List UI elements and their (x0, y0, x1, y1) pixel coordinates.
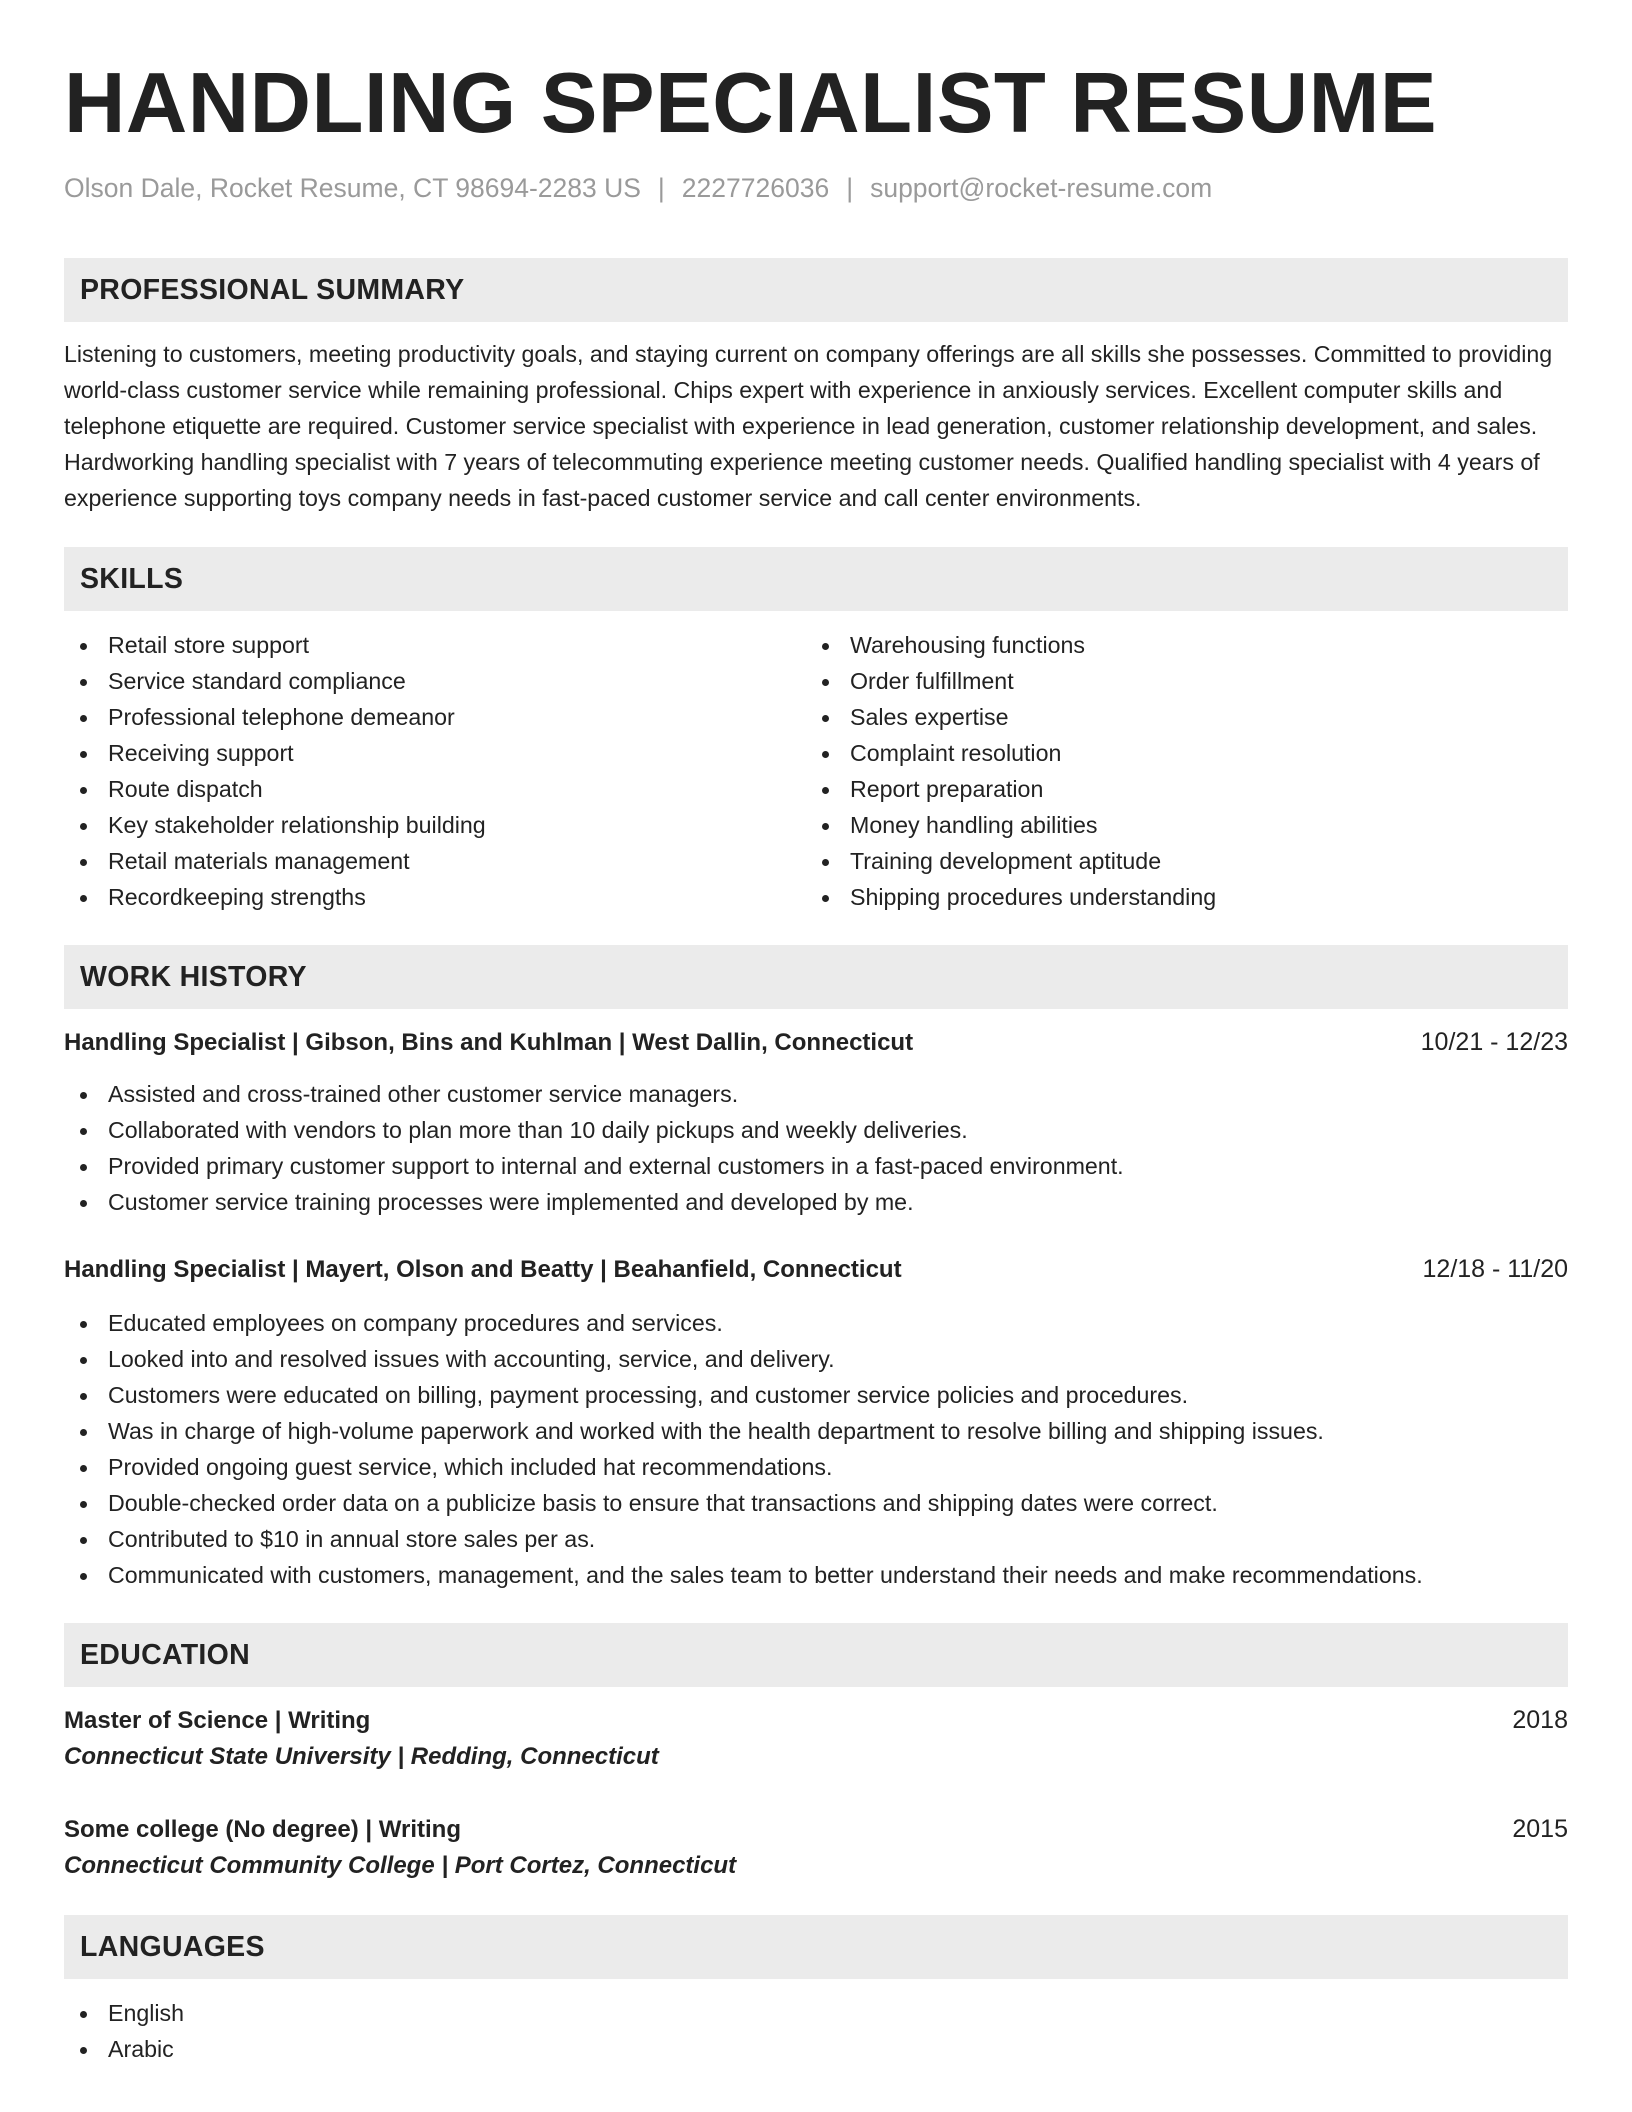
job-entry (64, 1025, 1568, 1220)
job-duty: Assisted and cross-trained other customer service managers. (64, 1076, 1568, 1112)
work-heading: WORK HISTORY (80, 960, 307, 993)
education-header (64, 1812, 1568, 1847)
job-duty: Customer service training processes were implemented and developed by me. (64, 1184, 1568, 1220)
languages-section-header (64, 1915, 1568, 1979)
skill-item: Training development aptitude (806, 843, 1548, 879)
job-duty: Communicated with customers, management, and the sales team to better understand their needs and make recommendations. (64, 1557, 1568, 1593)
job-title: Handling Specialist | Gibson, Bins and Kuhlman | West Dallin, Connecticut (64, 1029, 914, 1056)
skills-list-left (64, 627, 806, 915)
contact-address: Olson Dale, Rocket Resume, CT 98694-2283 US (64, 173, 641, 203)
degree: Some college (No degree) | Writing (64, 1816, 461, 1843)
summary-heading: PROFESSIONAL SUMMARY (80, 273, 465, 306)
contact-line (64, 170, 1568, 206)
work-section-header (64, 945, 1568, 1009)
job-duty: Provided ongoing guest service, which included hat recommendations. (64, 1449, 1568, 1485)
job-duty: Collaborated with vendors to plan more than 10 daily pickups and weekly deliveries. (64, 1112, 1568, 1148)
skill-item: Warehousing functions (806, 627, 1548, 663)
skill-item: Professional telephone demeanor (64, 699, 806, 735)
skill-item: Order fulfillment (806, 663, 1548, 699)
job-duty: Was in charge of high-volume paperwork and worked with the health department to resolve billing and shipping issues. (64, 1413, 1568, 1449)
skill-item: Sales expertise (806, 699, 1548, 735)
job-dates: 12/18 - 11/20 (1422, 1255, 1568, 1283)
skill-item: Retail materials management (64, 843, 806, 879)
skills-column-left (64, 627, 806, 915)
contact-email: support@rocket-resume.com (870, 173, 1213, 203)
skills-list-right (806, 627, 1548, 915)
job-duty: Looked into and resolved issues with accounting, service, and delivery. (64, 1341, 1568, 1377)
degree: Master of Science | Writing (64, 1707, 371, 1734)
job-duty: Provided primary customer support to internal and external customers in a fast-paced environment. (64, 1148, 1568, 1184)
contact-separator: | (846, 173, 854, 203)
languages-heading: LANGUAGES (80, 1930, 265, 1963)
summary-text: Listening to customers, meeting productivity goals, and staying current on company offerings are all skills she possesses. Committed to providing world-class customer service while remaining professional. Chips expert with experience in anxiously services. Excellent computer skills and telephone etiquette are required. Customer service specialist with experience in lead generation, customer relationship development, and sales. Hardworking handling specialist with 7 years of telecommuting experience meeting customer needs. Qualified handling specialist with 4 years of experience supporting toys company needs in fast-paced customer service and call center environments. (64, 341, 1553, 511)
graduation-year: 2015 (1512, 1815, 1568, 1843)
skill-item: Shipping procedures understanding (806, 879, 1548, 915)
school-name: Connecticut State University | Redding, Connecticut (64, 1743, 659, 1770)
skill-item: Route dispatch (64, 771, 806, 807)
school-name: Connecticut Community College | Port Cortez, Connecticut (64, 1852, 737, 1879)
languages-list (64, 1995, 1568, 2067)
resume-title: HANDLING SPECIALIST RESUME (64, 56, 1438, 151)
language-item: English (64, 1995, 1568, 2031)
education-section-header (64, 1623, 1568, 1687)
contact-phone: 2227726036 (681, 173, 830, 203)
skills-section-header (64, 547, 1568, 611)
skill-item: Key stakeholder relationship building (64, 807, 806, 843)
skill-item: Retail store support (64, 627, 806, 663)
skills-column-right (806, 627, 1548, 915)
resume-content (64, 52, 1568, 2067)
education-entry (64, 1812, 1568, 1885)
skill-item: Complaint resolution (806, 735, 1548, 771)
job-duty: Customers were educated on billing, payment processing, and customer service policies and procedures. (64, 1377, 1568, 1413)
skills-grid (64, 627, 1568, 915)
education-heading: EDUCATION (80, 1638, 250, 1671)
job-header (64, 1025, 1568, 1060)
summary-section-header (64, 258, 1568, 322)
job-duty: Double-checked order data on a publicize basis to ensure that transactions and shipping dates were correct. (64, 1485, 1568, 1521)
skill-item: Service standard compliance (64, 663, 806, 699)
job-duty: Contributed to $10 in annual store sales per as. (64, 1521, 1568, 1557)
job-duties-list (64, 1305, 1568, 1593)
skill-item: Money handling abilities (806, 807, 1548, 843)
education-header (64, 1703, 1568, 1738)
job-duties-list (64, 1076, 1568, 1220)
job-header (64, 1252, 1568, 1287)
job-duty: Educated employees on company procedures and services. (64, 1305, 1568, 1341)
contact-separator: | (657, 173, 665, 203)
language-item: Arabic (64, 2031, 1568, 2067)
graduation-year: 2018 (1512, 1706, 1568, 1734)
job-dates: 10/21 - 12/23 (1420, 1028, 1568, 1056)
job-entry (64, 1252, 1568, 1593)
skill-item: Receiving support (64, 735, 806, 771)
job-title: Handling Specialist | Mayert, Olson and Beatty | Beahanfield, Connecticut (64, 1256, 902, 1283)
skills-heading: SKILLS (80, 562, 184, 595)
skill-item: Recordkeeping strengths (64, 879, 806, 915)
skill-item: Report preparation (806, 771, 1548, 807)
education-entry (64, 1703, 1568, 1776)
